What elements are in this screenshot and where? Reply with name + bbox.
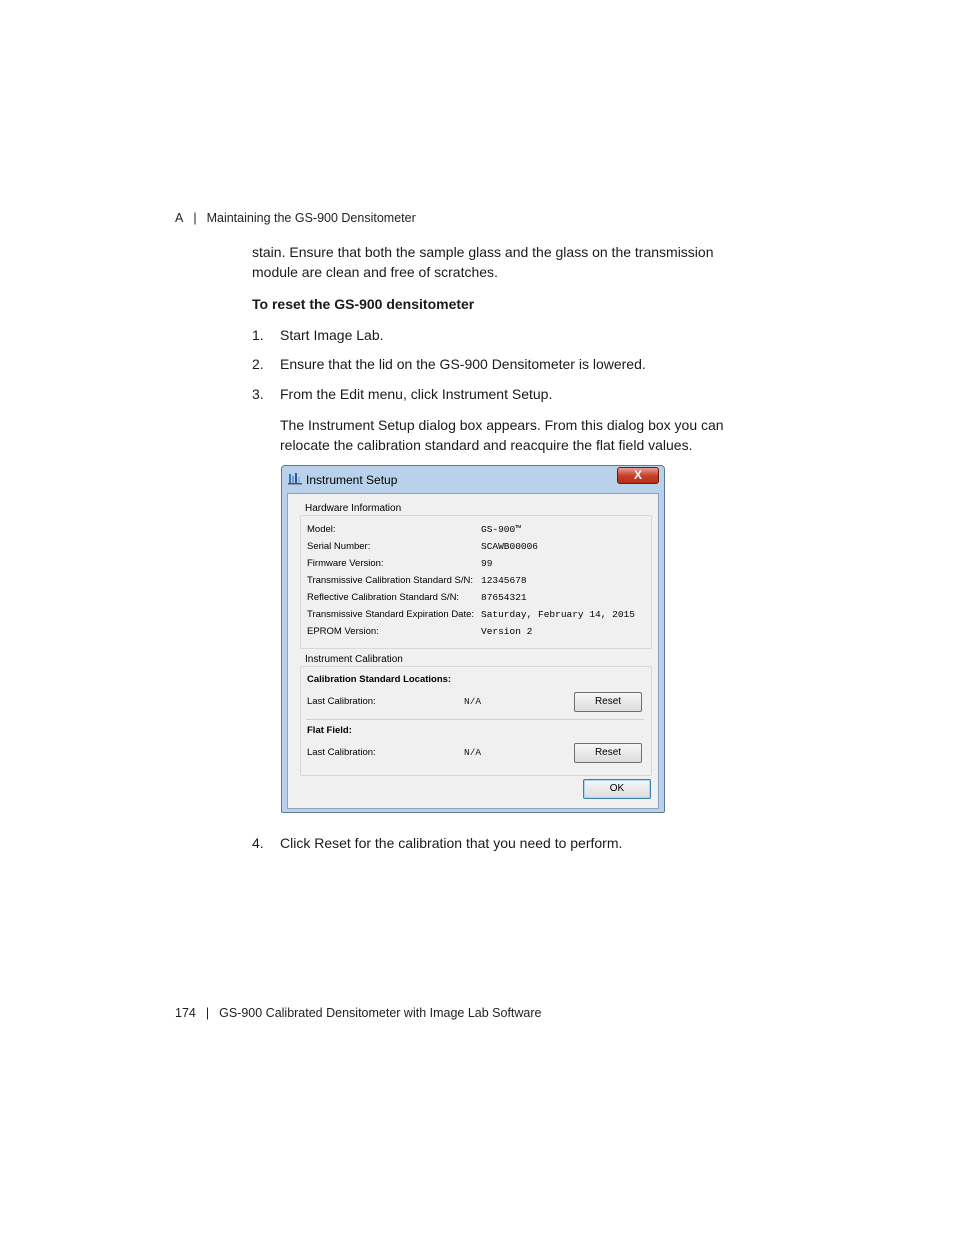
hw-label: Serial Number:: [307, 541, 371, 552]
footer-title: GS-900 Calibrated Densitometer with Image Lab Software: [219, 1006, 542, 1020]
hw-value: 99: [481, 558, 493, 569]
intro-paragraph: stain. Ensure that both the sample glass and the glass on the transmission module are clean and free of scratches.: [252, 244, 714, 280]
hardware-info-title: Hardware Information: [305, 503, 402, 514]
dialog-titlebar: [282, 466, 664, 492]
hw-label: Firmware Version:: [307, 558, 384, 569]
flat-last-value: N/A: [464, 747, 482, 758]
header-title: Maintaining the GS-900 Densitometer: [206, 211, 416, 225]
step-number: 1.: [252, 327, 264, 343]
step-1: [252, 325, 384, 345]
standard-last-label: Last Calibration:: [307, 696, 376, 707]
hw-label: EPROM Version:: [307, 626, 379, 637]
hw-value: 12345678: [481, 575, 527, 586]
image-lab-app-icon: [288, 472, 302, 485]
flat-field-heading: Flat Field:: [307, 725, 352, 736]
running-header: [175, 211, 416, 225]
step-3: [252, 384, 552, 404]
standard-locations-heading: Calibration Standard Locations:: [307, 674, 452, 685]
step-text: Start Image Lab.: [280, 327, 384, 343]
hw-value: GS-900™: [481, 524, 521, 535]
footer-separator: |: [205, 1006, 210, 1020]
hw-value: 87654321: [481, 592, 527, 603]
hw-value: SCAWB00006: [481, 541, 539, 552]
dialog-client-area: [287, 493, 659, 809]
step-3-detail: The Instrument Setup dialog box appears. From this dialog box you can relocate the calibration standard and reacquire the flat field values.: [280, 417, 724, 453]
step-4: [252, 833, 622, 853]
step-number: 4.: [252, 835, 264, 851]
step-text: Ensure that the lid on the GS-900 Densitometer is lowered.: [280, 356, 646, 372]
step-text: Click Reset for the calibration that you need to perform.: [280, 835, 623, 851]
calibration-title: Instrument Calibration: [305, 654, 403, 665]
step-number: 3.: [252, 386, 264, 402]
instrument-setup-dialog: [281, 465, 665, 813]
reset-flat-field-button[interactable]: Reset: [574, 743, 642, 763]
header-separator: |: [193, 211, 197, 225]
hw-value: Version 2: [481, 626, 533, 637]
hw-value: Saturday, February 14, 2015: [481, 609, 635, 620]
step-text: From the Edit menu, click Instrument Setup.: [280, 386, 553, 402]
step-number: 2.: [252, 356, 264, 372]
flat-last-label: Last Calibration:: [307, 747, 376, 758]
hw-label: Model:: [307, 524, 336, 535]
procedure-title: To reset the GS-900 densitometer: [252, 296, 475, 312]
standard-last-value: N/A: [464, 696, 482, 707]
calibration-divider: [306, 719, 644, 720]
header-section: A: [175, 211, 184, 225]
footer-page-number: 174: [175, 1006, 196, 1020]
step-2: [252, 354, 646, 374]
close-button[interactable]: [617, 467, 659, 484]
close-icon: X: [633, 468, 642, 482]
ok-button[interactable]: OK: [583, 779, 651, 799]
hw-label: Transmissive Standard Expiration Date:: [307, 609, 475, 620]
hw-label: Transmissive Calibration Standard S/N:: [307, 575, 473, 586]
dialog-title: Instrument Setup: [306, 473, 398, 487]
reset-standard-button[interactable]: Reset: [574, 692, 642, 712]
running-footer: [175, 1006, 542, 1020]
hw-label: Reflective Calibration Standard S/N:: [307, 592, 460, 603]
